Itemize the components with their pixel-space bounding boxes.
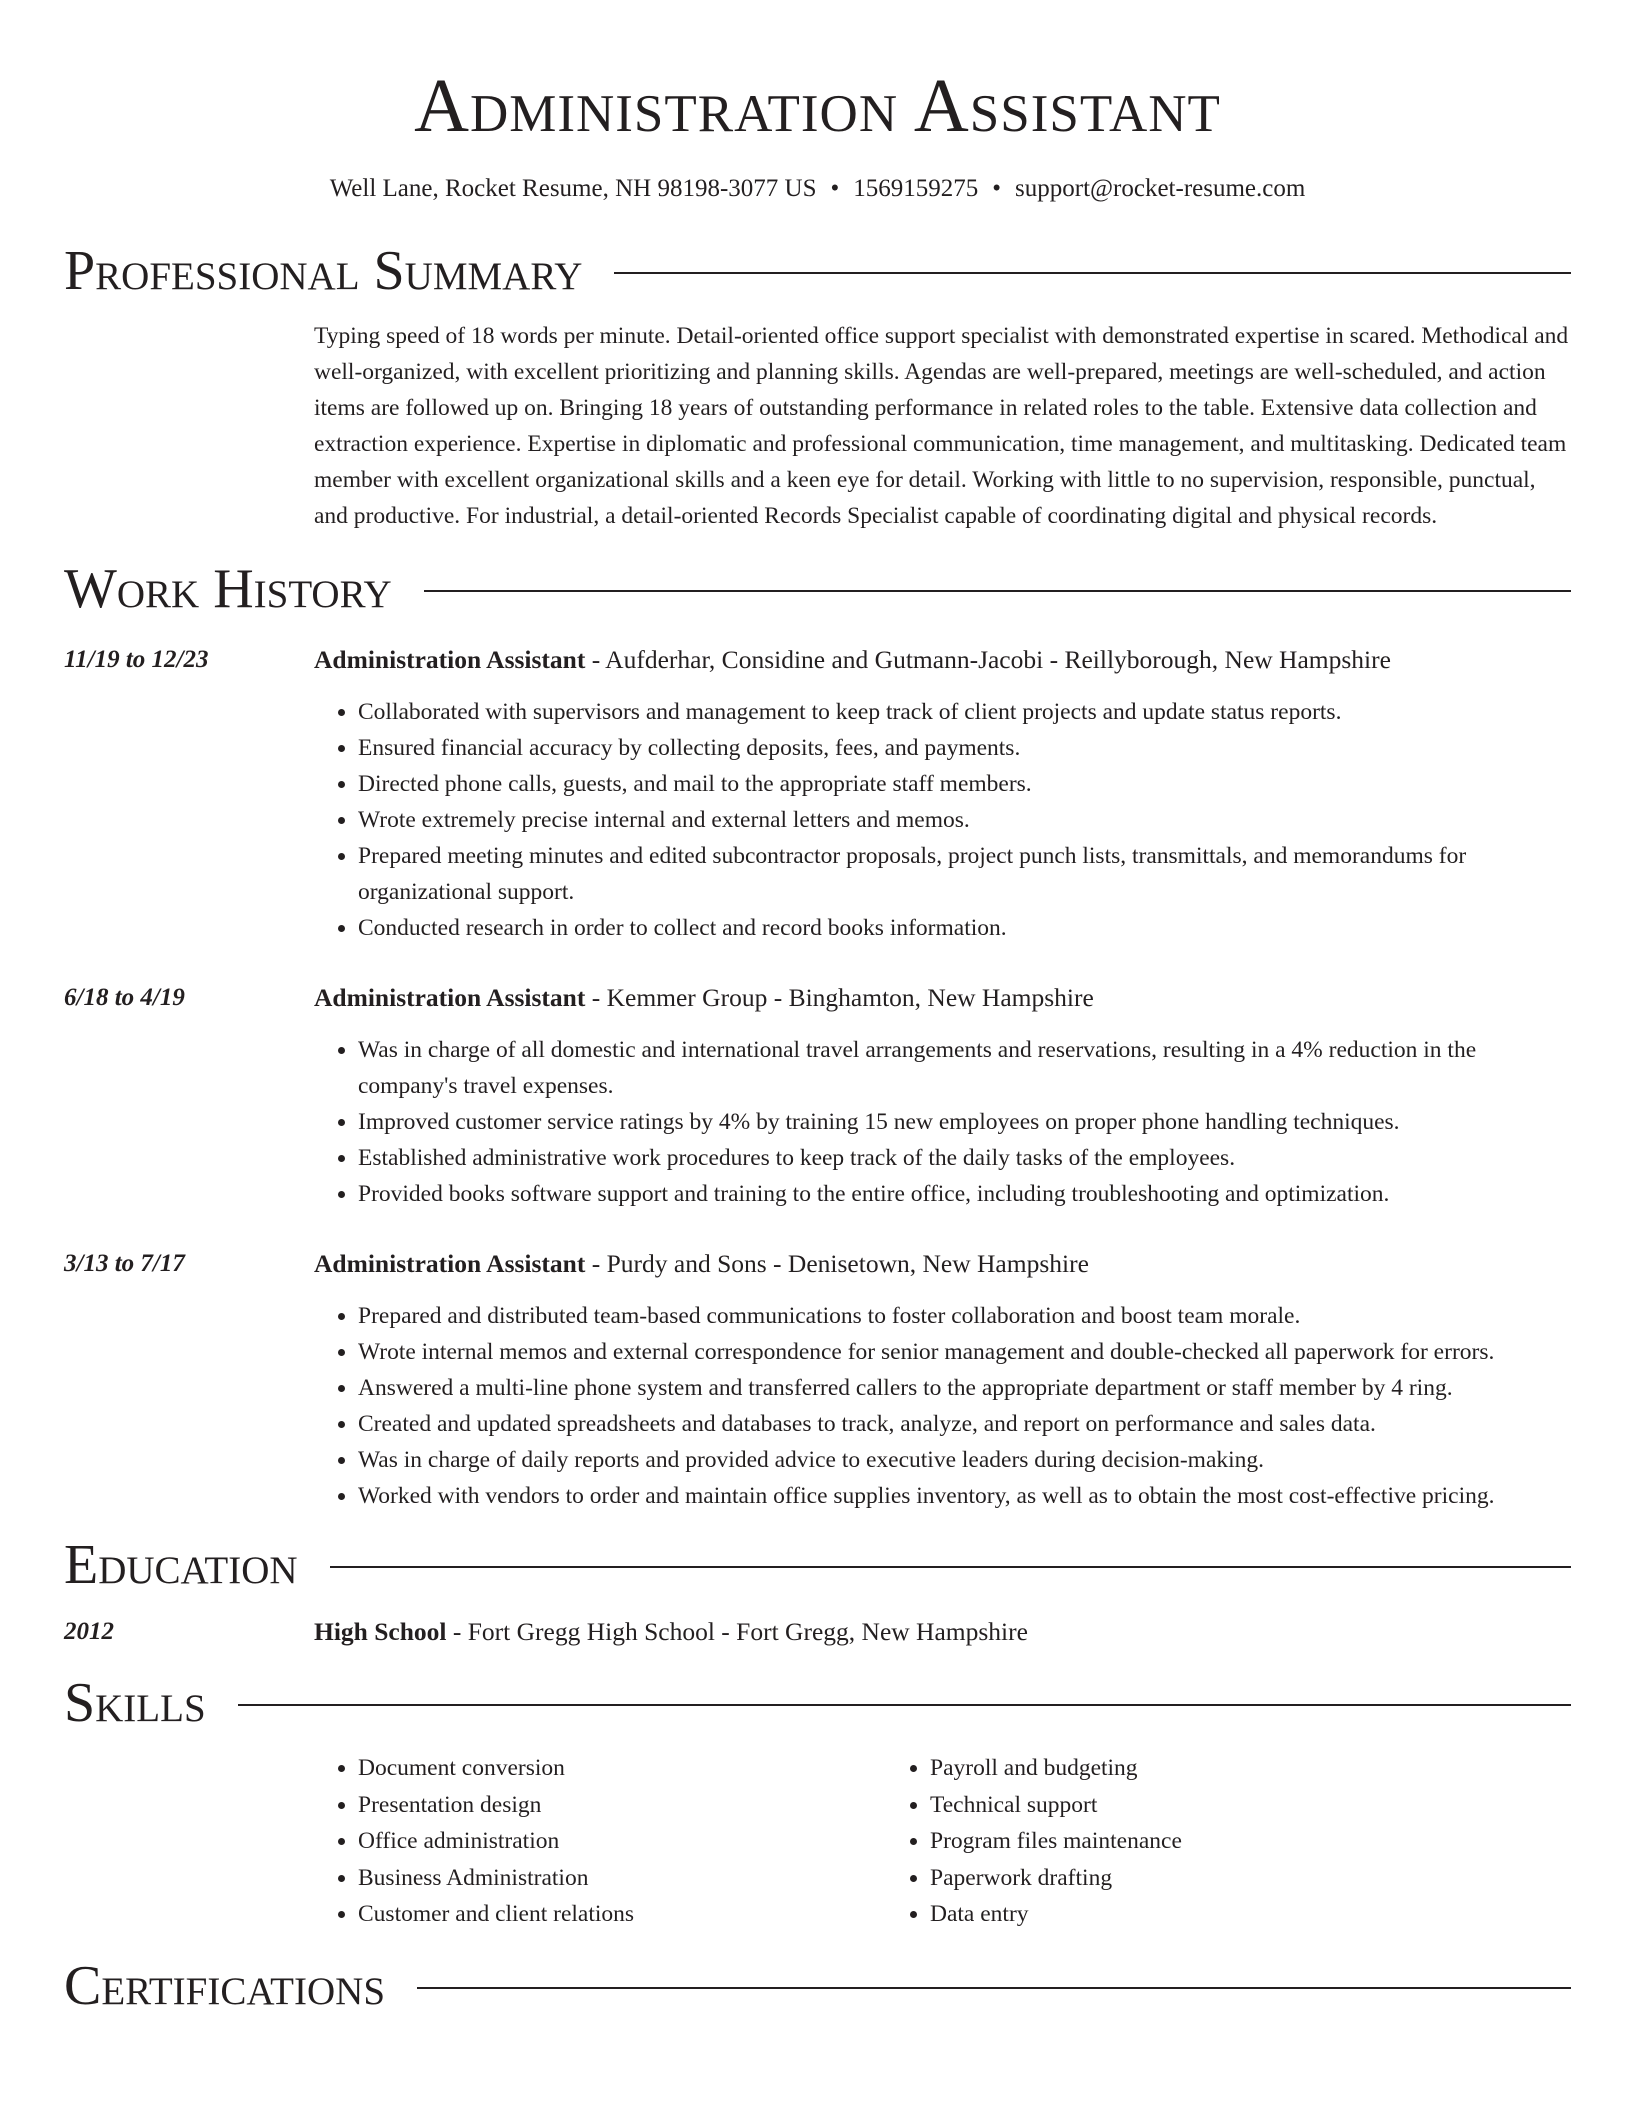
section-divider <box>330 1566 1571 1568</box>
skill-item: • Business Administration <box>358 1860 886 1897</box>
section-divider <box>424 590 1571 592</box>
job-role: Administration Assistant <box>314 1249 586 1278</box>
contact-email: support@rocket-resume.com <box>1015 175 1306 202</box>
list-item: • Answered a multi-line phone system and transferred callers to the appropriate department or staff member by 4 ring. <box>358 1370 1571 1406</box>
list-item: • Prepared meeting minutes and edited subcontractor proposals, project punch lists, transmittals, and memorandums for organizational support. <box>358 838 1571 910</box>
list-item: • Directed phone calls, guests, and mail to the appropriate staff members. <box>358 766 1571 802</box>
list-item: • Established administrative work procedures to keep track of the daily tasks of the employees. <box>358 1140 1571 1176</box>
skill-item: • Customer and client relations <box>358 1896 886 1933</box>
skill-item: • Presentation design <box>358 1787 886 1824</box>
job-entry <box>64 642 1571 946</box>
list-item: • Prepared and distributed team-based communications to foster collaboration and boost team morale. <box>358 1298 1571 1334</box>
list-item: • Worked with vendors to order and maintain office supplies inventory, as well as to obtain the most cost-effective pricing. <box>358 1478 1571 1514</box>
job-dates: 3/13 to 7/17 <box>64 1250 185 1277</box>
list-item: • Was in charge of daily reports and provided advice to executive leaders during decision-making. <box>358 1442 1571 1478</box>
job-role: Administration Assistant <box>314 645 586 674</box>
skill-item: • Technical support <box>930 1787 1458 1824</box>
section-title-certifications: Certifications <box>64 1954 386 2017</box>
skills-list <box>314 1750 1571 1933</box>
job-content <box>314 1246 1571 1514</box>
education-heading <box>314 1614 1571 1650</box>
list-item: • Collaborated with supervisors and management to keep track of client projects and update status reports. <box>358 694 1571 730</box>
contact-address: Well Lane, Rocket Resume, NH 98198-3077 US <box>329 175 817 202</box>
section-divider <box>238 1704 1571 1706</box>
list-item: • Ensured financial accuracy by collecting deposits, fees, and payments. <box>358 730 1571 766</box>
job-role: Administration Assistant <box>314 983 586 1012</box>
skills-section-header <box>64 1672 1571 1734</box>
education-entry <box>64 1614 1571 1650</box>
job-heading <box>314 642 1571 678</box>
contact-separator: • <box>830 175 840 202</box>
list-item: • Provided books software support and training to the entire office, including troubleshooting and optimization. <box>358 1176 1571 1212</box>
section-title-education: Education <box>64 1534 298 1596</box>
list-item: • Wrote internal memos and external correspondence for senior management and double-checked all paperwork for errors. <box>358 1334 1571 1370</box>
section-title-summary: Professional Summary <box>64 240 583 302</box>
education-degree: High School <box>314 1617 447 1646</box>
work-section-header <box>64 558 1571 620</box>
list-item: • Created and updated spreadsheets and databases to track, analyze, and report on performance and sales data. <box>358 1406 1571 1442</box>
section-title-skills: Skills <box>64 1672 206 1734</box>
contact-phone: 1569159275 <box>853 175 979 202</box>
skill-item: • Program files maintenance <box>930 1823 1458 1860</box>
job-entry <box>64 1246 1571 1514</box>
education-school: - Fort Gregg High School - Fort Gregg, New Hampshire <box>446 1617 1028 1646</box>
education-year: 2012 <box>64 1618 114 1645</box>
job-employer: - Kemmer Group - Binghamton, New Hampshire <box>585 983 1094 1012</box>
skill-item: • Office administration <box>358 1823 886 1860</box>
job-employer: - Aufderhar, Considine and Gutmann-Jacobi - Reillyborough, New Hampshire <box>585 645 1391 674</box>
skills-column-right <box>886 1750 1458 1933</box>
resume-name: Administration Assistant <box>414 64 1221 148</box>
section-title-work: Work History <box>64 558 392 620</box>
summary-text: Typing speed of 18 words per minute. Detail-oriented office support specialist with demonstrated expertise in scared. Methodical and well-organized, with excellent prioritizing and planning skills. Agendas are well-prepared, meetings are well-scheduled, and action items are followed up on. Bringing 18 years of outstanding performance in related roles to the table. Extensive data collection and extraction experience. Expertise in diplomatic and professional communication, time management, and multitasking. Dedicated team member with excellent organizational skills and a keen eye for detail. Working with little to no supervision, responsible, punctual, and productive. For industrial, a detail-oriented Records Specialist capable of coordinating digital and physical records. <box>314 323 1569 529</box>
job-employer: - Purdy and Sons - Denisetown, New Hampshire <box>585 1249 1089 1278</box>
list-item: • Wrote extremely precise internal and external letters and memos. <box>358 802 1571 838</box>
section-divider <box>614 272 1571 274</box>
contact-separator: • <box>992 175 1002 202</box>
job-dates: 11/19 to 12/23 <box>64 646 209 673</box>
job-content <box>314 642 1571 946</box>
certifications-section-header <box>64 1955 1571 2017</box>
contact-line <box>64 174 1571 204</box>
education-content <box>314 1614 1571 1650</box>
skill-item: • Payroll and budgeting <box>930 1750 1458 1787</box>
job-entry <box>64 980 1571 1212</box>
skill-item: • Data entry <box>930 1896 1458 1933</box>
list-item: • Improved customer service ratings by 4% by training 15 new employees on proper phone handling techniques. <box>358 1104 1571 1140</box>
summary-section-header <box>64 240 1571 302</box>
job-dates: 6/18 to 4/19 <box>64 984 185 1011</box>
job-heading <box>314 980 1571 1016</box>
skill-item: • Document conversion <box>358 1750 886 1787</box>
job-bullets <box>314 1032 1571 1212</box>
job-content <box>314 980 1571 1212</box>
work-history-list <box>64 642 1571 1514</box>
list-item: • Conducted research in order to collect and record books information. <box>358 910 1571 946</box>
list-item: • Was in charge of all domestic and international travel arrangements and reservations, resulting in a 4% reduction in the company's travel expenses. <box>358 1032 1571 1104</box>
education-section-header <box>64 1534 1571 1596</box>
job-bullets <box>314 1298 1571 1514</box>
job-bullets <box>314 694 1571 946</box>
skills-column-left <box>314 1750 886 1933</box>
job-heading <box>314 1246 1571 1282</box>
section-divider <box>417 1987 1571 1989</box>
skill-item: • Paperwork drafting <box>930 1860 1458 1897</box>
